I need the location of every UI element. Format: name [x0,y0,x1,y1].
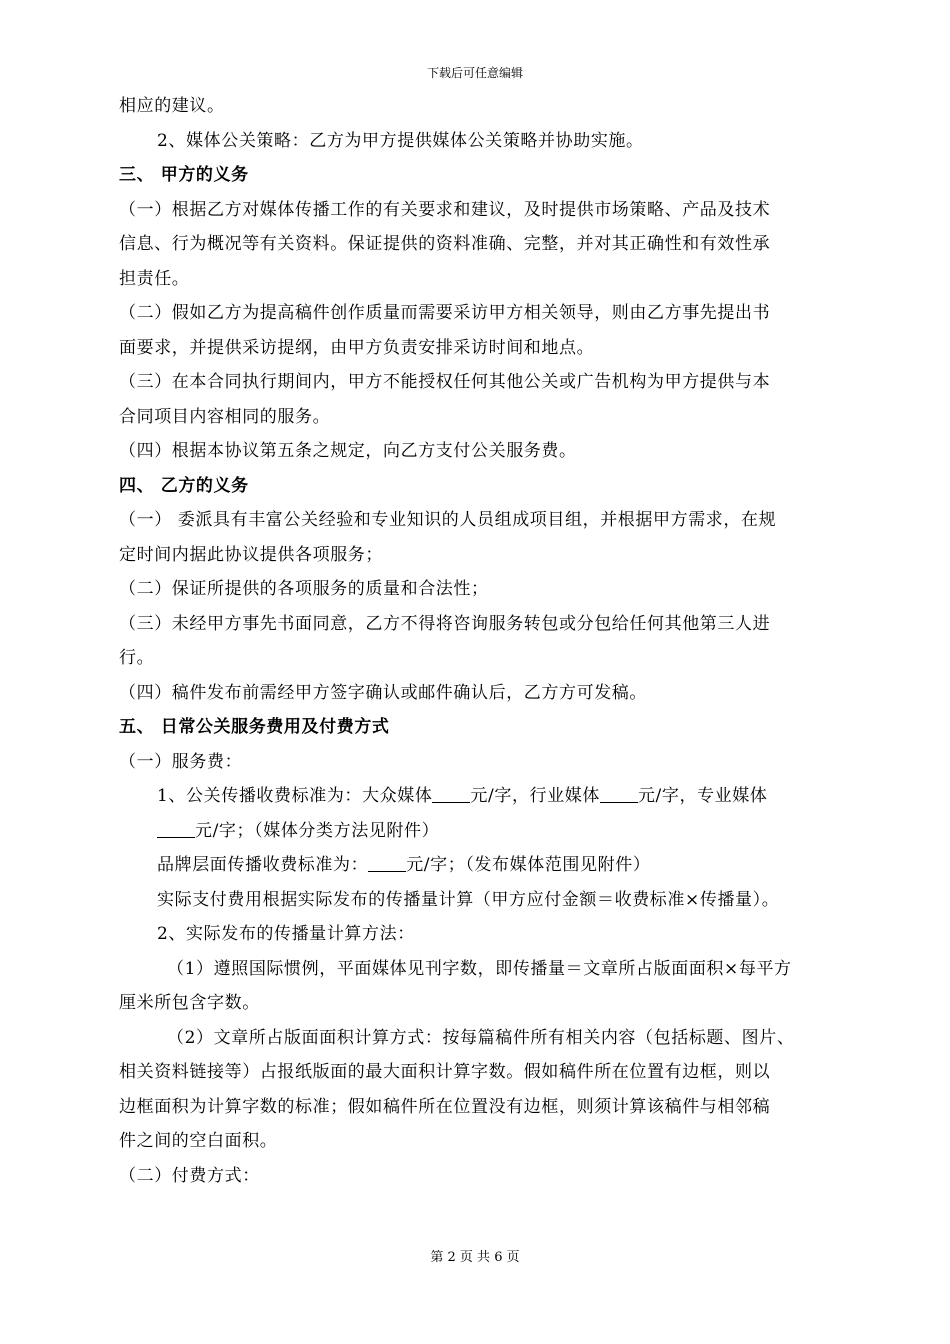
paragraph-line: 面要求，并提供采访提纲，由甲方负责安排采访时间和地点。 [119,337,595,358]
paragraph-line: 行。 [119,648,155,668]
section-heading: 三、 甲方的义务 [119,165,249,185]
fill-blank [157,821,195,838]
paragraph-line: 件之间的空白面积。 [119,1131,278,1151]
fee-text: 品牌层面传播收费标准为： [157,855,369,875]
fee-text: 1、公关传播收费标准为：大众媒体 [157,786,433,806]
paragraph-line: 实际支付费用根据实际发布的传播量计算（甲方应付金额＝收费标准×传播量）。 [157,889,780,910]
paragraph-line: 定时间内据此协议提供各项服务； [119,544,383,565]
fill-blank [432,786,470,803]
paragraph-line: （1）遵照国际惯例，平面媒体见刊字数，即传播量＝文章所占版面面积×每平方 [167,958,792,979]
section-heading: 四、 乙方的义务 [119,475,249,496]
fee-text: 元/字，专业媒体 [637,786,768,806]
fee-text: 元/字；（媒体分类方法见附件） [195,820,440,841]
paragraph-line: （二）假如乙方为提高稿件创作质量而需要采访甲方相关领导，则由乙方事先提出书 [119,303,771,323]
paragraph-line: （一）服务费： [119,751,243,772]
fee-line [119,848,835,883]
page-footer: 第 2 页 共 6 页 [430,1250,520,1265]
section-heading: 五、 日常公关服务费用及付费方式 [119,717,390,737]
paragraph-line: 相关资料链接等）占报纸版面的最大面积计算字数。假如稿件所在位置有边框，则以 [119,1062,771,1082]
paragraph-line: （四）根据本协议第五条之规定，向乙方支付公关服务费。 [119,441,577,461]
paragraph-line: 2、实际发布的传播量计算方法： [157,924,415,944]
paragraph-line: 信息、行为概况等有关资料。保证提供的资料准确、完整，并对其正确性和有效性承 [119,234,771,254]
paragraph-line: 2、媒体公关策略：乙方为甲方提供媒体公关策略并协助实施。 [157,130,644,151]
paragraph-line: （二）付费方式： [119,1165,260,1186]
paragraph-line: 边框面积为计算字数的标准；假如稿件所在位置没有边框，则须计算该稿件与相邻稿 [119,1096,771,1117]
fill-blank [600,786,638,803]
fill-blank [368,855,406,872]
fee-text: 元/字；（发布媒体范围见附件） [406,855,651,875]
fee-line [119,814,835,849]
fee-text: 元/字，行业媒体 [470,786,600,806]
fee-line [119,779,835,814]
document-body [119,89,835,1193]
page-header: 下载后可任意编辑 [426,66,523,80]
paragraph-line: （三）在本合同执行期间内，甲方不能授权任何其他公关或广告机构为甲方提供与本 [119,372,771,392]
paragraph-line: 担责任。 [119,268,190,289]
paragraph-line: 相应的建议。 [119,96,225,116]
paragraph-line: 合同项目内容相同的服务。 [119,406,331,427]
paragraph-line: （三）未经甲方事先书面同意，乙方不得将咨询服务转包或分包给任何其他第三人进 [119,613,771,634]
paragraph-line: （四）稿件发布前需经甲方签字确认或邮件确认后，乙方方可发稿。 [119,682,647,703]
paragraph-line: （一）根据乙方对媒体传播工作的有关要求和建议，及时提供市场策略、产品及技术 [119,199,771,220]
paragraph-line: （2）文章所占版面面积计算方式：按每篇稿件所有相关内容（包括标题、图片、 [167,1027,795,1048]
paragraph-line: 厘米所包含字数。 [119,993,260,1013]
paragraph-line: （一） 委派具有丰富公关经验和专业知识的人员组成项目组，并根据甲方需求，在规 [119,510,777,530]
paragraph-line: （二）保证所提供的各项服务的质量和合法性； [119,579,489,599]
